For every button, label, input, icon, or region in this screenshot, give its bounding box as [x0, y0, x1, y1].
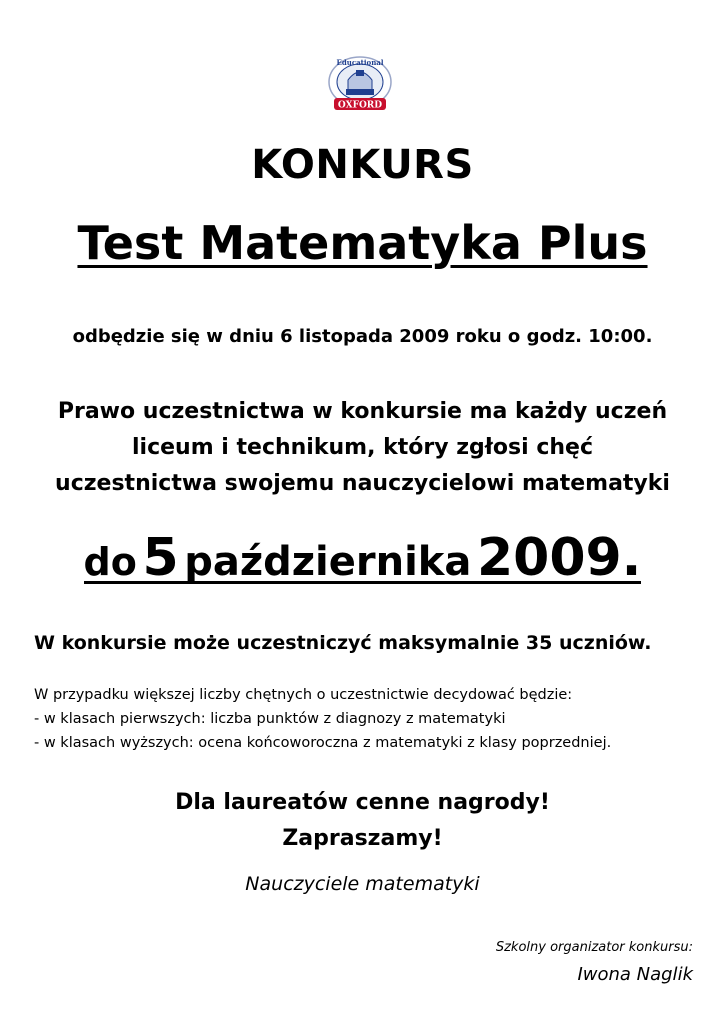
logo-bottom-text: OXFORD: [337, 100, 383, 111]
deadline-underline: [83, 528, 642, 588]
logo-top-text: Educational: [336, 58, 384, 67]
eligibility-line: Prawo uczestnictwa w konkursie ma każdy uczeń: [57, 399, 668, 424]
oxford-educational-logo-icon: [326, 54, 394, 114]
teachers-signature: Nauczyciele matematyki: [245, 873, 480, 895]
contest-name: [0, 216, 725, 270]
eligibility-line: liceum i technikum, który zgłosi chęć: [132, 435, 593, 460]
registration-deadline: [0, 528, 725, 588]
deadline-month: października: [184, 539, 472, 585]
deadline-day: 5: [142, 528, 179, 588]
prizes-line: Dla laureatów cenne nagrody!: [175, 790, 550, 815]
selection-rules: [34, 683, 611, 755]
eligibility-line: uczestnictwa swojemu nauczycielowi matematyki: [55, 471, 670, 496]
invitation-line: Zapraszamy!: [282, 826, 443, 851]
prizes-text: [0, 785, 725, 857]
deadline-prefix: do: [83, 540, 137, 584]
participant-limit: W konkursie może uczestniczyć maksymalnie 35 uczniów.: [34, 632, 652, 654]
rule-line: W przypadku większej liczby chętnych o uczestnictwie decydować będzie:: [34, 687, 573, 703]
page-title: KONKURS: [251, 142, 474, 188]
eligibility-text: [0, 394, 725, 502]
contest-date: odbędzie się w dniu 6 listopada 2009 roku o godz. 10:00.: [72, 326, 653, 347]
organizer-name: Iwona Naglik: [577, 964, 693, 985]
organizer-label: Szkolny organizator konkursu:: [495, 940, 693, 955]
deadline-year: 2009.: [476, 528, 642, 588]
contest-name-text: Test Matematyka Plus: [77, 216, 648, 270]
rule-line: - w klasach wyższych: ocena końcoworoczna z matematyki z klasy poprzedniej.: [34, 735, 612, 751]
rule-line: - w klasach pierwszych: liczba punktów z diagnozy z matematyki: [34, 711, 506, 727]
